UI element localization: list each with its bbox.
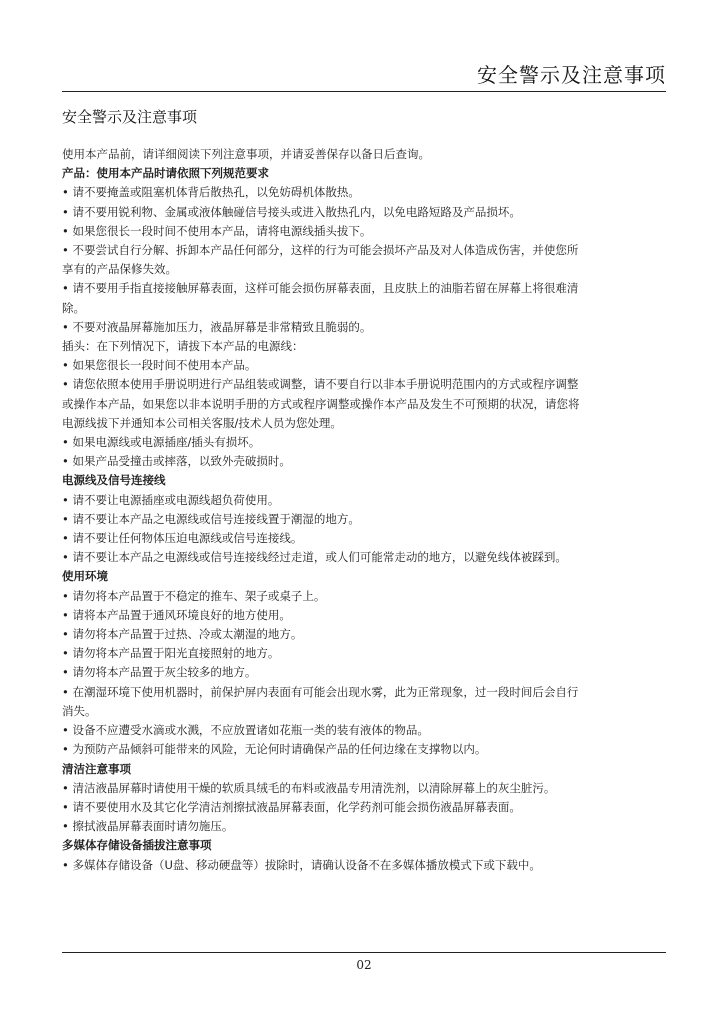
body-line: • 请不要使用水及其它化学清洁剂擦拭液晶屏幕表面，化学药剂可能会损伤液晶屏幕表面。	[62, 799, 521, 814]
body-line: • 不要对液晶屏幕施加压力，液晶屏幕是非常精致且脆弱的。	[62, 319, 372, 334]
body-line: 享有的产品保修失效。	[62, 262, 177, 277]
body-line: • 如果电源线或电源插座/插头有损坏。	[62, 435, 261, 450]
body-line: 或操作本产品，如果您以非本说明手册的方式或程序调整或操作本产品及发生不可预期的状况，请您将	[62, 396, 580, 411]
body-line: 使用本产品前，请详细阅读下列注意事项，并请妥善保存以备日后查询。	[62, 147, 430, 161]
body-line: • 请不要让本产品之电源线或信号连接线经过走道，或人们可能常走动的地方，以避免线体被踩到。	[62, 550, 567, 565]
footer-divider	[62, 952, 666, 953]
body-line: • 请不要用锐利物、金属或液体触碰信号接头或进入散热孔内，以免电路短路及产品损坏。	[62, 204, 521, 219]
body-line: • 请您依照本使用手册说明进行产品组装或调整，请不要自行以非本手册说明范围内的方式或程序调整	[62, 377, 579, 392]
body-line: • 请勿将本产品置于阳光直接照射的地方。	[62, 646, 280, 661]
body-line: 电源线拔下并通知本公司相关客服/技术人员为您处理。	[62, 415, 342, 430]
subsection-heading: 多媒体存储设备插拔注意事项	[62, 838, 212, 853]
body-line: • 请不要用手指直接接触屏幕表面，这样可能会损伤屏幕表面，且皮肤上的油脂若留在屏幕上将很难清	[62, 281, 579, 296]
subsection-heading: 产品：使用本产品时请依照下列规范要求	[62, 166, 269, 181]
body-line: • 在潮湿环境下使用机器时，前保护屏内表面有可能会出现水雾，此为正常现象，过一段时间后会自行	[62, 684, 579, 699]
body-line: • 请不要让本产品之电源线或信号连接线置于潮湿的地方。	[62, 511, 360, 526]
header-title: 安全警示及注意事项	[477, 63, 666, 87]
body-line: • 请勿将本产品置于过热、冷或太潮湿的地方。	[62, 627, 303, 642]
subsection-heading: 使用环境	[62, 569, 108, 584]
body-line: • 如果您很长一段时间不使用本产品，请将电源线插头拔下。	[62, 223, 372, 238]
body-line: 消失。	[62, 703, 97, 718]
body-line: • 不要尝试自行分解、拆卸本产品任何部分，这样的行为可能会损坏产品及对人体造成伤害，并使您所	[62, 243, 579, 258]
body-line: • 为预防产品倾斜可能带来的风险，无论何时请确保产品的任何边缘在支撑物以内。	[62, 742, 487, 757]
body-line: • 多媒体存储设备（U盘、移动硬盘等）拔除时，请确认设备不在多媒体播放模式下或下载中。	[62, 857, 541, 872]
subsection-heading: 电源线及信号连接线	[62, 473, 166, 488]
body-line: • 请不要让电源插座或电源线超负荷使用。	[62, 492, 280, 507]
body-line: • 擦拭液晶屏幕表面时请勿施压。	[62, 819, 234, 834]
subsection-heading: 清洁注意事项	[62, 761, 131, 776]
body-line: 除。	[62, 300, 85, 315]
body-line: • 请将本产品置于通风环境良好的地方使用。	[62, 607, 291, 622]
body-line: 插头：在下列情况下，请拔下本产品的电源线：	[62, 339, 304, 354]
header-divider	[62, 91, 666, 92]
body-line: • 请勿将本产品置于灰尘较多的地方。	[62, 665, 257, 680]
document-body	[62, 145, 667, 875]
body-line: • 设备不应遭受水滴或水溅，不应放置诸如花瓶一类的装有液体的物品。	[62, 723, 429, 738]
body-line: • 如果产品受撞击或摔落，以致外壳破损时。	[62, 454, 291, 469]
page-number: 02	[356, 958, 372, 972]
section-title: 安全警示及注意事项	[62, 108, 198, 126]
body-line: • 清洁液晶屏幕时请使用干燥的软质具绒毛的布料或液晶专用清洗剂，以清除屏幕上的灰尘脏污。	[62, 780, 556, 795]
body-line: • 请不要掩盖或阻塞机体背后散热孔，以免妨碍机体散热。	[62, 185, 360, 200]
body-line: • 请勿将本产品置于不稳定的推车、架子或桌子上。	[62, 588, 326, 603]
body-line: • 请不要让任何物体压迫电源线或信号连接线。	[62, 531, 303, 546]
body-line: • 如果您很长一段时间不使用本产品。	[62, 358, 257, 373]
